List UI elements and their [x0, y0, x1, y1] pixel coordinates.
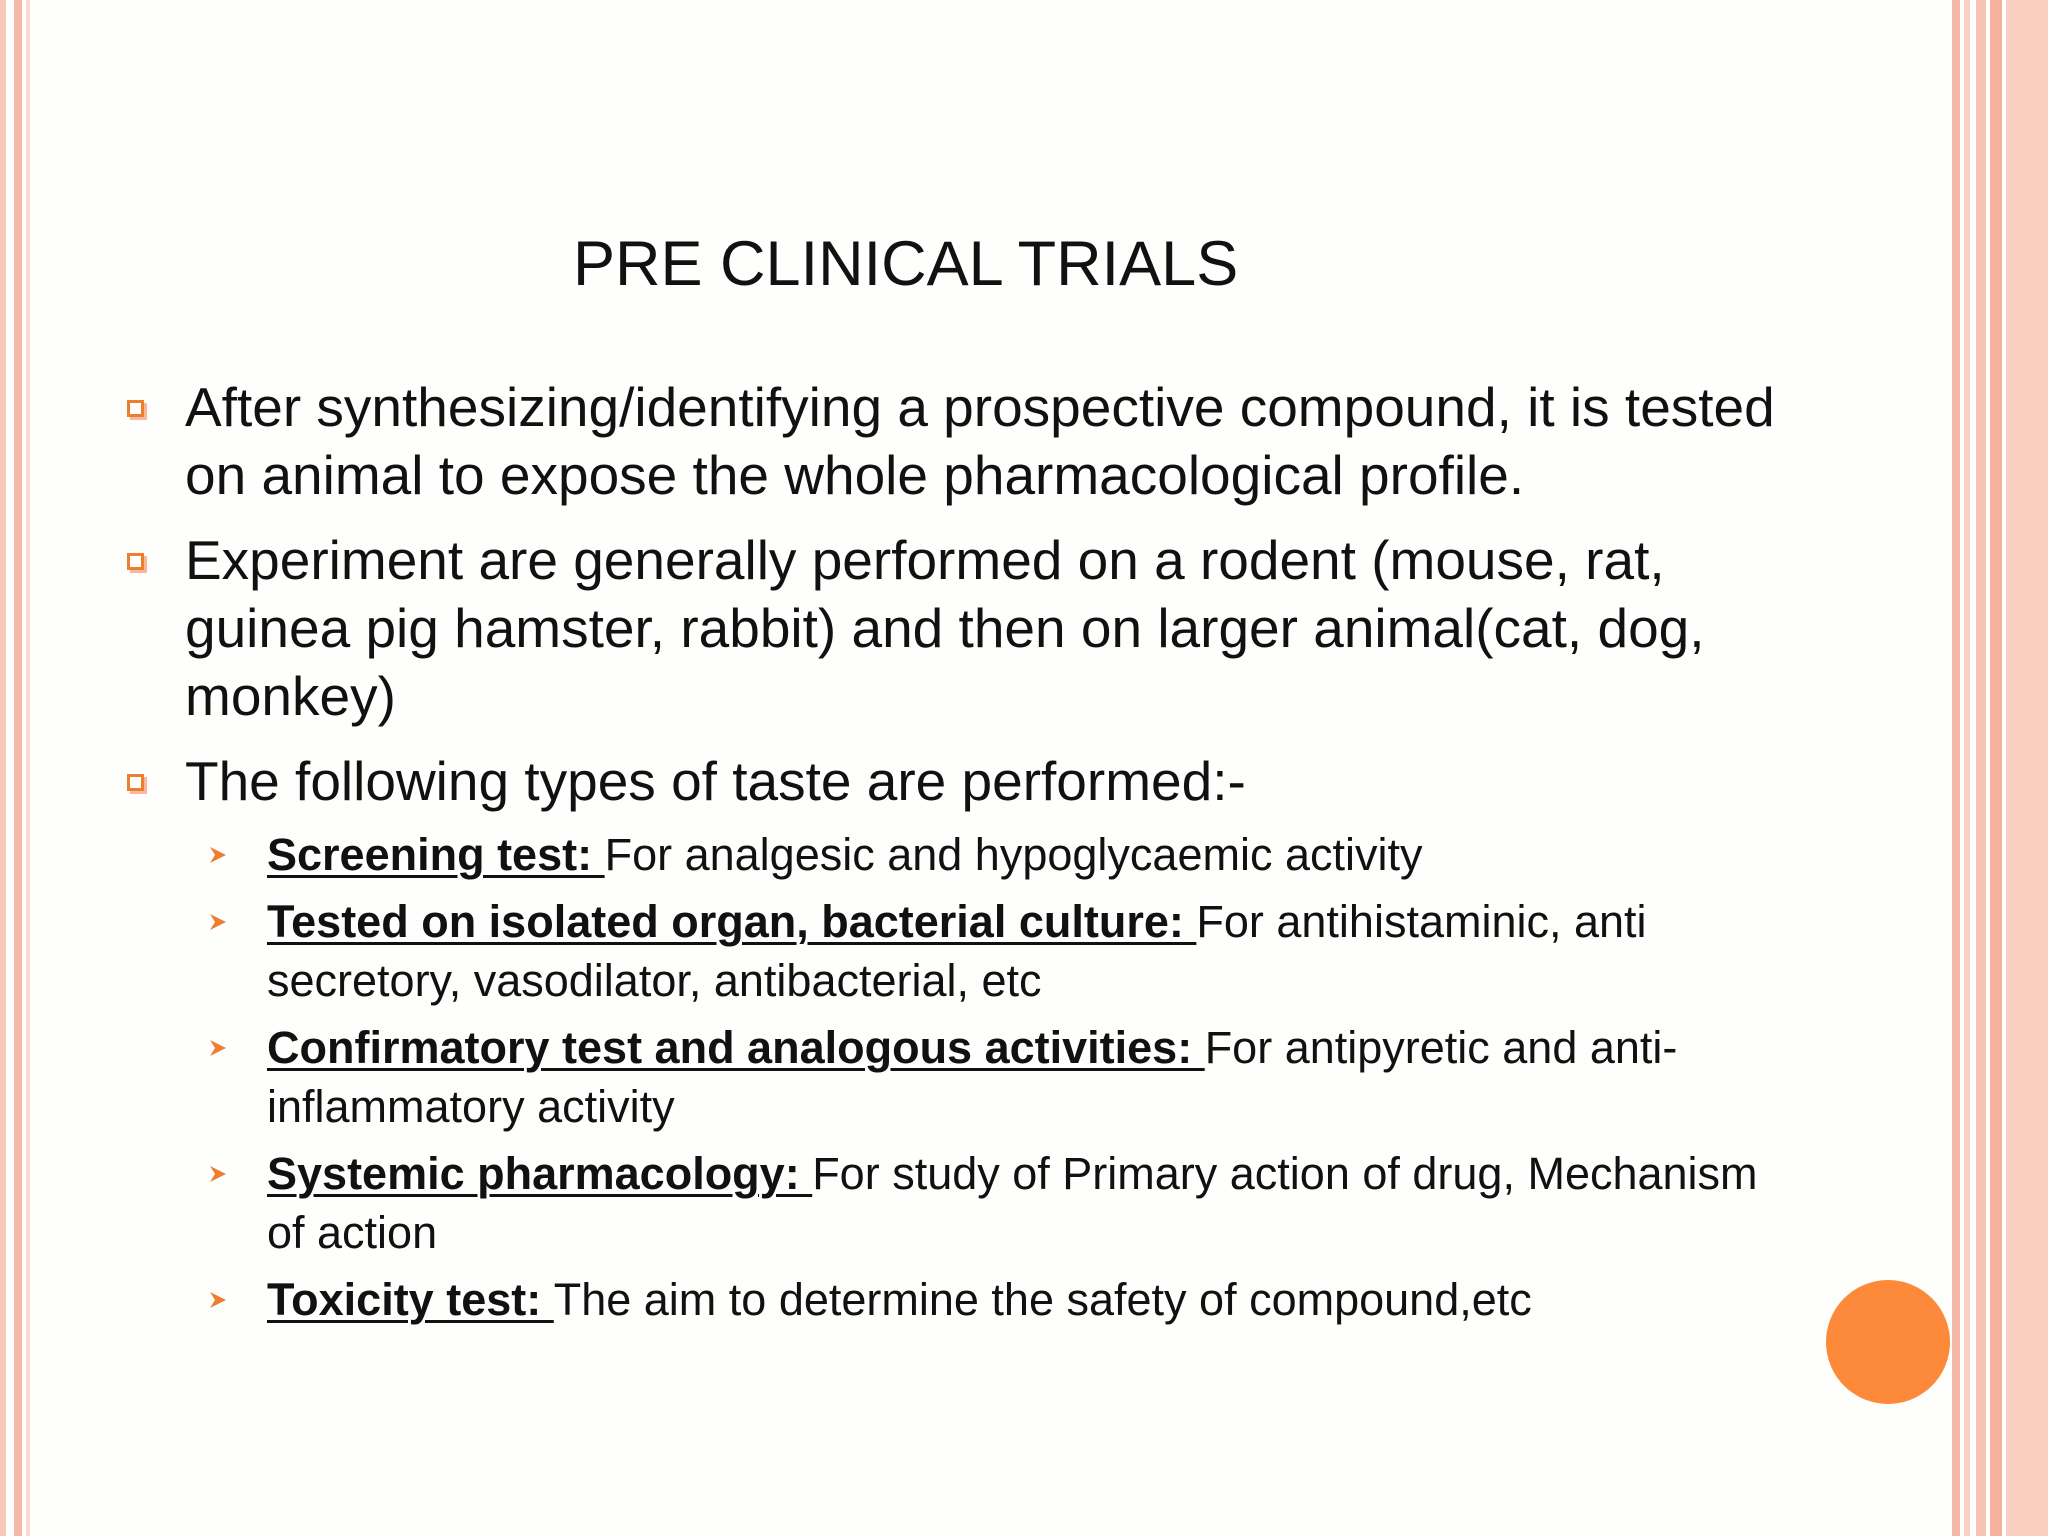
- left-border-stripe-middle: [14, 0, 22, 1536]
- sub-item-systemic: [208, 1144, 1788, 1262]
- sub-item-label: Screening test:: [267, 829, 605, 880]
- test-types-list: [208, 825, 1788, 1337]
- sub-item-text: For study of Primary action of drug, Mechanism of action: [267, 1148, 1758, 1258]
- sub-item-text: The aim to determine the safety of compound,etc: [553, 1274, 1532, 1325]
- left-border-stripe-outer: [0, 0, 6, 1536]
- square-bullet-icon: [127, 553, 144, 570]
- sub-item-label: Confirmatory test and analogous activities:: [267, 1022, 1205, 1073]
- sub-item-text: For analgesic and hypoglycaemic activity: [604, 829, 1423, 880]
- sub-item-text: For antihistaminic, anti secretory, vasodilator, antibacterial, etc: [267, 896, 1647, 1006]
- bullet-item-test-types: [122, 747, 1802, 815]
- bullet-item-synthesis: [122, 373, 1802, 509]
- bullet-text: Experiment are generally performed on a rodent (mouse, rat, guinea pig hamster, rabbit) and then on larger animal(cat, dog, monkey): [185, 529, 1705, 727]
- bullet-item-experiment: [122, 526, 1802, 730]
- sub-item-isolated-organ: [208, 892, 1788, 1010]
- sub-item-label: Tested on isolated organ, bacterial culture:: [267, 896, 1197, 947]
- arrow-bullet-icon: [208, 845, 228, 865]
- bullet-text: After synthesizing/identifying a prospective compound, it is tested on animal to expose the whole pharmacological profile.: [185, 376, 1775, 506]
- arrow-bullet-icon: [208, 1290, 228, 1310]
- main-bullet-list: [122, 373, 1802, 832]
- right-border-stripe-1: [1952, 0, 1960, 1536]
- left-border-stripe-inner: [26, 0, 30, 1536]
- sub-item-label: Toxicity test:: [267, 1274, 554, 1325]
- right-border-stripe-4: [1990, 0, 2002, 1536]
- right-border-stripe-2: [1964, 0, 1970, 1536]
- square-bullet-icon: [127, 774, 144, 791]
- sub-item-screening: [208, 825, 1788, 884]
- sub-item-text: For antipyretic and anti-inflammatory activity: [267, 1022, 1678, 1132]
- bullet-text: The following types of taste are performed:-: [185, 750, 1246, 812]
- right-border-stripe-3: [1976, 0, 1986, 1536]
- arrow-bullet-icon: [208, 1038, 228, 1058]
- slide-title: PRE CLINICAL TRIALS: [573, 229, 1239, 299]
- arrow-bullet-icon: [208, 1164, 228, 1184]
- sub-item-confirmatory: [208, 1018, 1788, 1136]
- decorative-orange-circle: [1826, 1280, 1950, 1404]
- square-bullet-icon: [127, 400, 144, 417]
- right-border-stripe-5: [2006, 0, 2048, 1536]
- sub-item-label: Systemic pharmacology:: [267, 1148, 813, 1199]
- sub-item-toxicity: [208, 1270, 1788, 1329]
- arrow-bullet-icon: [208, 912, 228, 932]
